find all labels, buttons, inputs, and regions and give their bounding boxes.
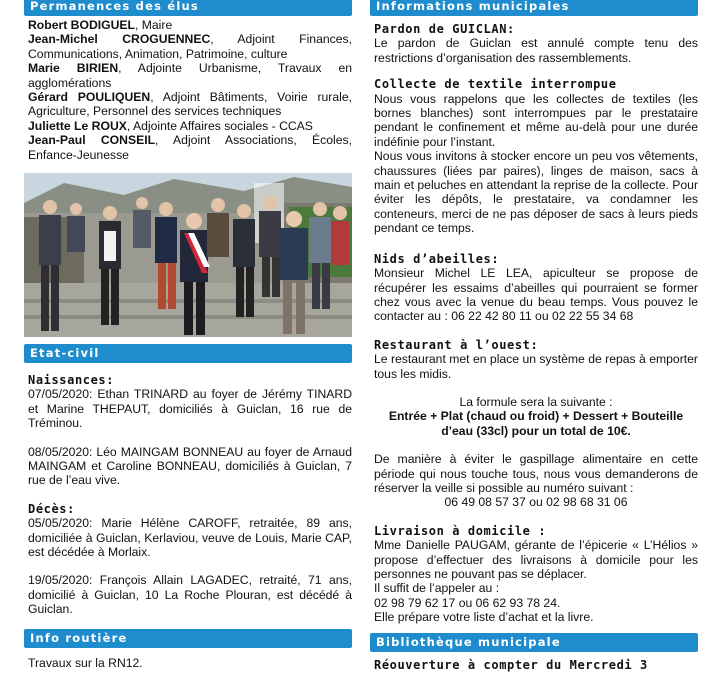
naissance-entry: 08/05/2020: Léo MAINGAM BONNEAU au foyer de Arnaud MAINGAM et Caroline BONNEAU, domiciliés à Guiclan, 7 rue de l’eau vive. <box>28 444 352 488</box>
restaurant-paragraph: Le restaurant met en place un système de repas à emporter tous les midis. <box>374 352 698 381</box>
elu-entry <box>28 119 352 133</box>
elu-name: Juliette Le ROUX <box>28 118 127 133</box>
elu-entry <box>28 133 352 162</box>
restaurant-phone: 06 49 08 57 37 ou 02 98 68 31 06 <box>444 495 628 510</box>
livraison-heading: Livraison à domicile : <box>374 523 547 538</box>
textile-paragraph: Nous vous invitons à stocker encore un peu vos vêtements, chaussures (liées par paires), linges de maison, sacs à main et peluches en attendant la reprise de la collecte. Pour éviter les dépôts, le prestataire, va condamner les conteneurs, merci de ne pas déposer de sacs à leurs pieds pendant ce temps. <box>374 149 698 236</box>
elu-role: , Adjoint Bâtiments, Voirie rurale, Agriculture, Personnel des services techniques <box>28 90 352 119</box>
elu-role: , Maire <box>134 18 173 32</box>
livraison-line: 02 98 79 62 17 ou 06 62 93 78 24. <box>374 595 561 610</box>
restaurant-formula: Entrée + Plat (chaud ou froid) + Dessert + Bouteille d’eau (33cl) pour un total de 10€. <box>388 409 684 438</box>
deces-heading: Décès: <box>28 501 75 516</box>
bibliotheque-banner: Bibliothèque municipale <box>370 633 698 652</box>
restaurant-paragraph: De manière à éviter le gaspillage alimentaire en cette période qui nous touche tous, nous vous demanderons de réserver la veille si possible au numéro suivant : <box>374 452 698 495</box>
livraison-paragraph: Mme Danielle PAUGAM, gérante de l’épicerie « L’Hélios » propose d’effectuer des livraisons à domicile pour les personnes ne pouvant pas se déplacer. <box>374 538 698 581</box>
elu-name: Marie BIRIEN <box>28 61 119 76</box>
elu-name: Robert BODIGUEL <box>28 18 135 32</box>
elu-role: , Adjointe Affaires sociales - CCAS <box>126 118 313 133</box>
etat-civil-section <box>28 373 352 617</box>
restaurant-paragraph: La formule sera la suivante : <box>459 394 613 409</box>
naissances-heading: Naissances: <box>28 373 115 387</box>
elu-name: Jean-Paul CONSEIL <box>28 133 156 148</box>
group-photo-illustration <box>24 173 352 337</box>
abeilles-text: Monsieur Michel LE LEA, apiculteur se propose de récupérer les essaims d’abeilles qui pourraient se former chez vous avec la venue du beau temps. Vous pouvez le contacter au : 06 22 42 80 11 ou 02 22 55 34 68 <box>374 266 698 324</box>
livraison-line: Il suffit de l’appeler au : <box>374 581 500 596</box>
elu-entry <box>28 18 352 32</box>
pardon-heading: Pardon de GUICLAN: <box>374 22 515 36</box>
restaurant-heading: Restaurant à l’ouest: <box>374 337 539 352</box>
info-routiere-banner: Info routière <box>24 629 352 648</box>
textile-paragraph: Nous vous rappelons que les collectes de textiles (les bornes blanches) sont interrompues par le prestataire pendant le confinement et même au-delà pour une durée indéfinie pour l’instant. <box>374 91 698 149</box>
elu-entry <box>28 32 352 61</box>
bibliotheque-reouverture: Réouverture à compter du Mercredi 3 <box>374 658 648 672</box>
livraison-line: Elle prépare votre liste d’achat et la livre. <box>374 610 594 625</box>
naissance-entry: 07/05/2020: Ethan TRINARD au foyer de Jérémy TINARD et Marine THEPAUT, domiciliés à Guiclan, 16 rue de Tréminou. <box>28 387 352 431</box>
permanences-banner: Permanences des élus <box>24 0 352 16</box>
infos-municipales-section <box>374 22 698 625</box>
elu-entry <box>28 90 352 119</box>
infos-municipales-banner: Informations municipales <box>370 0 698 16</box>
elu-role: , Adjointe Urbanisme, Travaux en agglomérations <box>28 61 352 90</box>
deces-entry: 19/05/2020: François Allain LAGADEC, retraité, 71 ans, domicilié à Guiclan, 10 La Roche Plouran, est décédé à Guiclan. <box>28 573 352 617</box>
deces-entry: 05/05/2020: Marie Hélène CAROFF, retraitée, 89 ans, domiciliée à Guiclan, Kerlaviou, veuve de Louis, Marie CAP, est décédée à Morlaix. <box>28 516 352 560</box>
elu-name: Gérard POULIQUEN <box>28 90 151 105</box>
elu-entry <box>28 61 352 90</box>
elu-role: , Adjoint Finances, Communications, Animation, Patrimoine, culture <box>28 32 352 61</box>
elus-list <box>28 18 352 162</box>
elu-name: Jean-Michel CROGUENNEC <box>28 32 211 47</box>
elu-role: , Adjoint Associations, Écoles, Enfance-Jeunesse <box>28 133 352 162</box>
pardon-text: Le pardon de Guiclan est annulé compte tenu des restrictions d’organisation des rassemblements. <box>374 36 698 65</box>
abeilles-heading: Nids d’abeilles: <box>374 251 500 266</box>
elus-group-photo <box>24 173 352 337</box>
etat-civil-banner: Etat-civil <box>24 344 352 363</box>
textile-heading: Collecte de textile interrompue <box>374 77 617 92</box>
info-routiere-text: Travaux sur la RN12. <box>28 656 143 670</box>
